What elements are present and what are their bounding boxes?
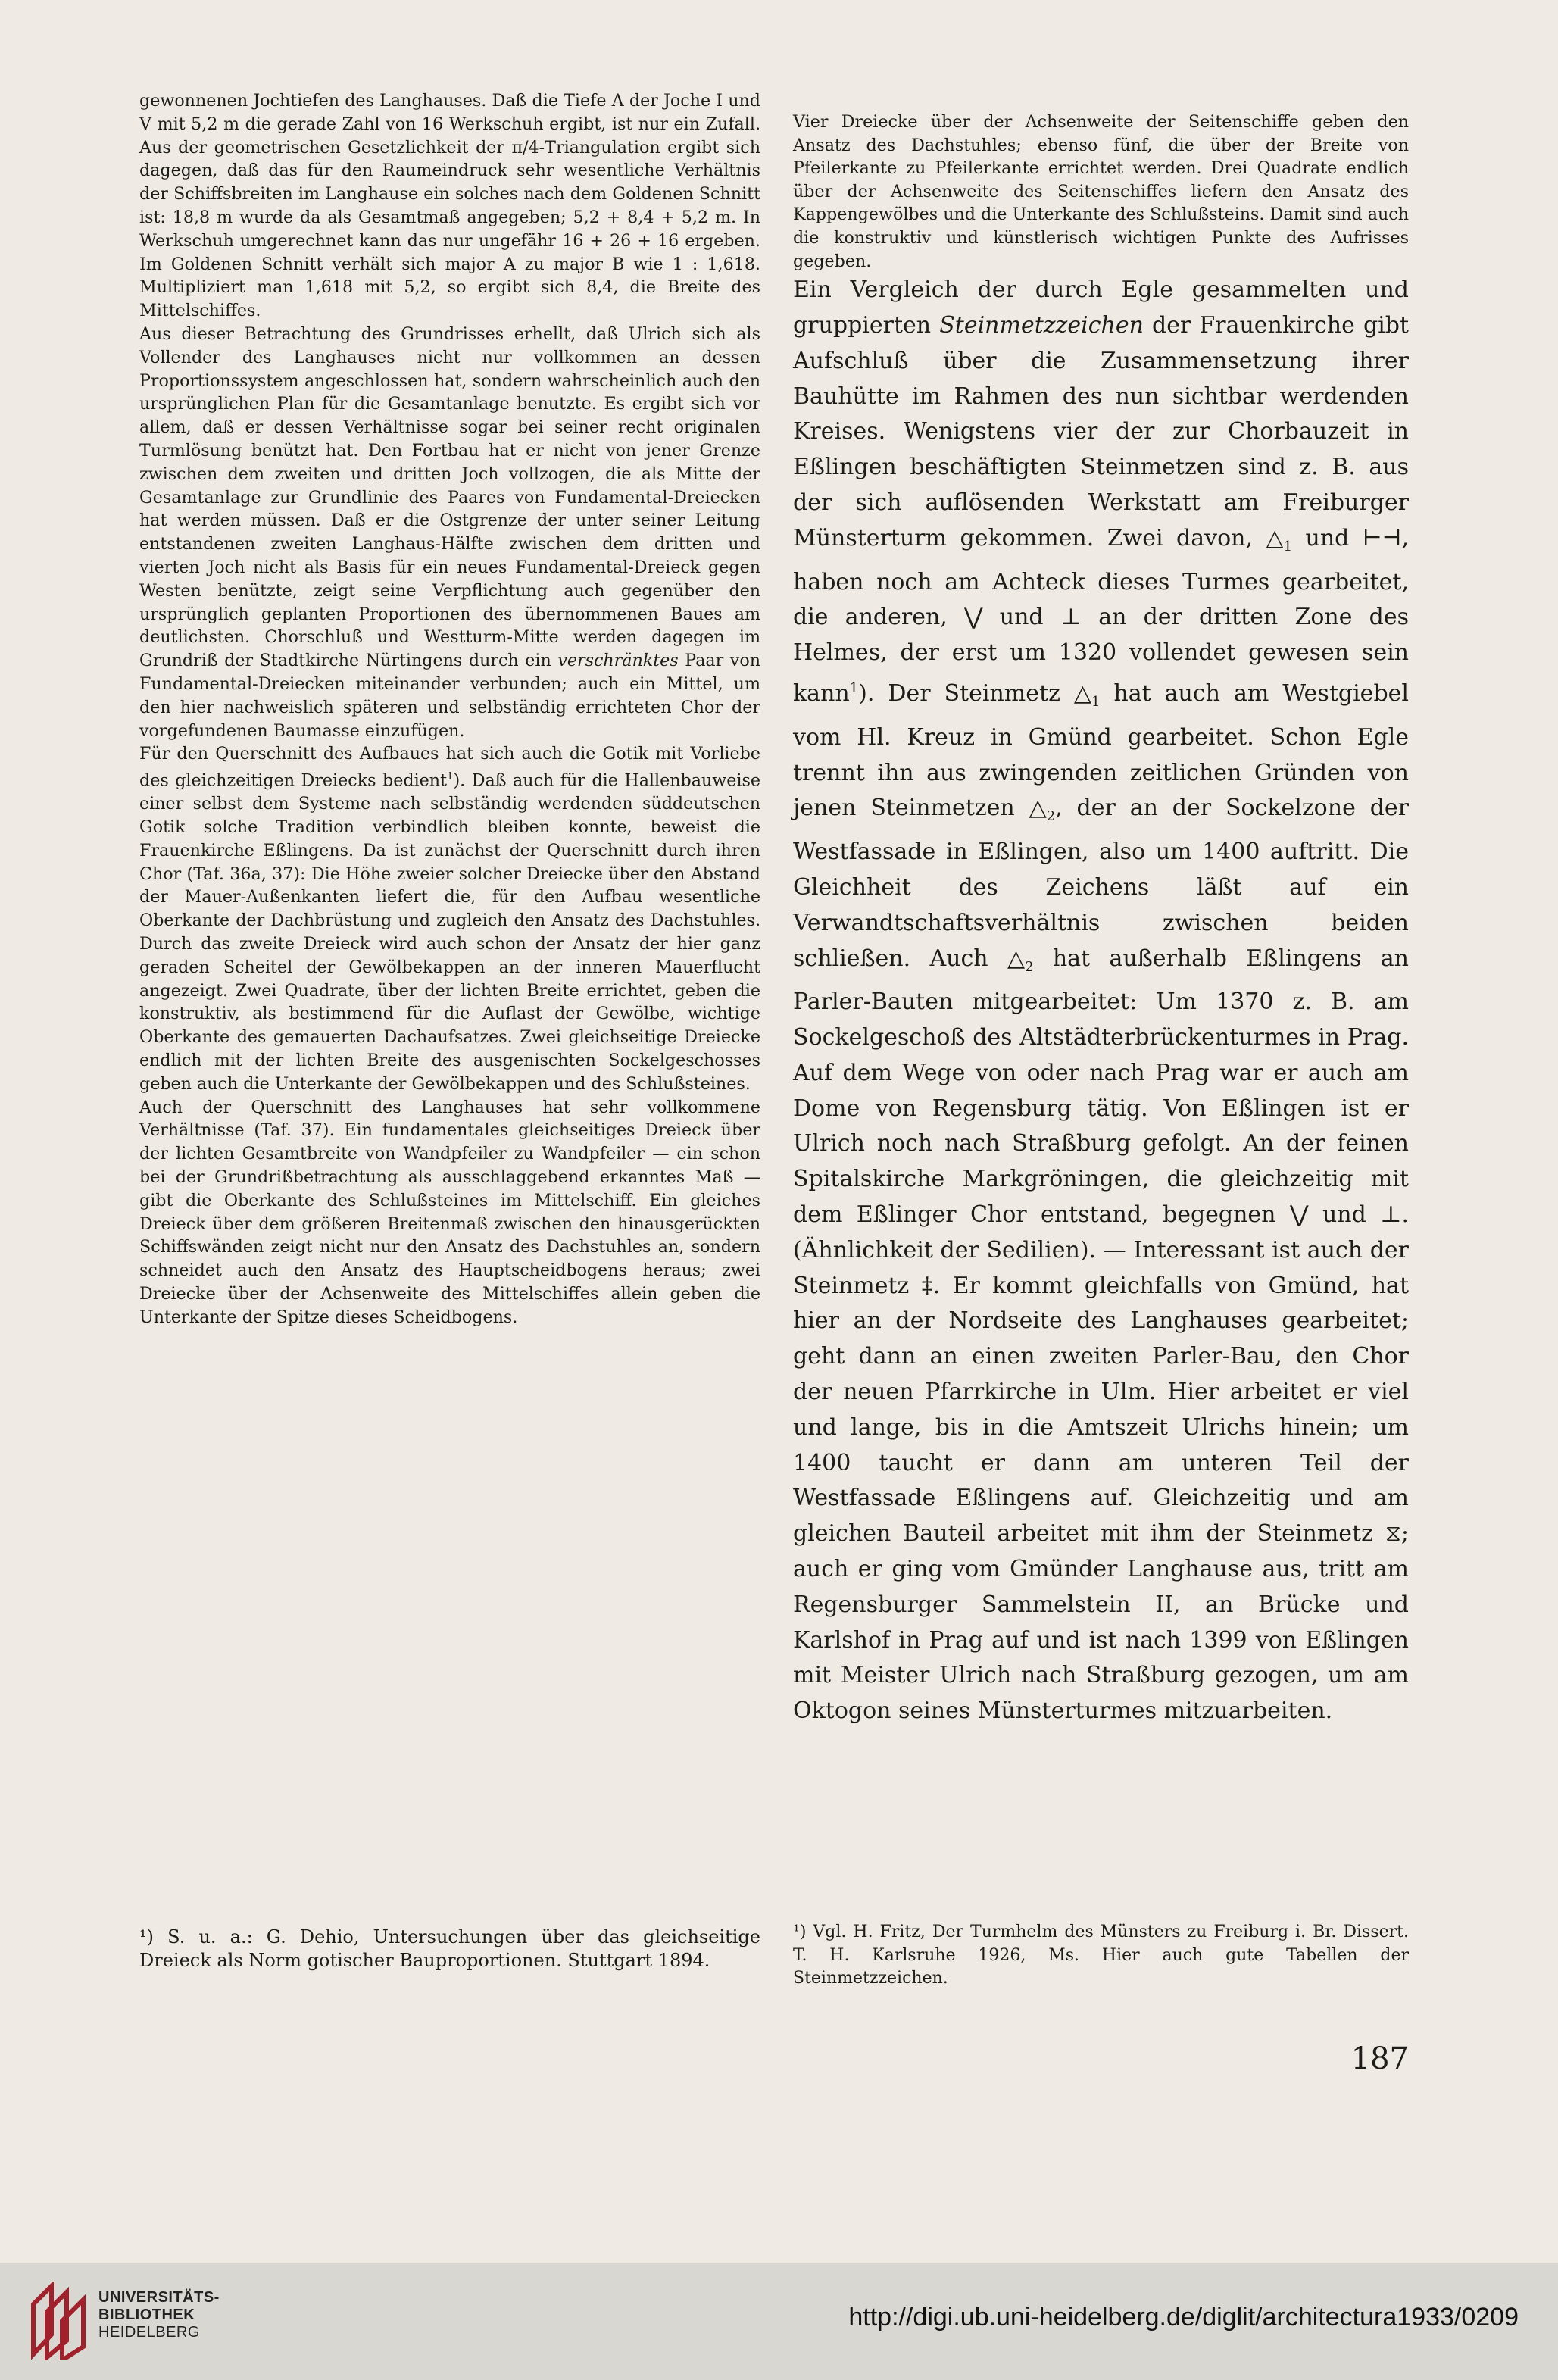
paragraph: gewonnenen Jochtiefen des Langhauses. Daß die Tiefe A der Joche I und V mit 5,2 m die gerade Zahl von 16 Werkschuh ergibt, ist nur ein Zufall. Aus der geometrischen Gesetzlichkeit der π/4-Triangulation ergibt sich dagegen, daß das für den Raumeindruck sehr wesentliche Verhältnis der Schiffsbreiten im Langhause ein solches nach dem Goldenen Schnitt ist: 18,8 m wurde da als Gesamtmaß angegeben; 5,2 + 8,4 + 5,2 m. In Werkschuh umgerechnet kann das nur ungefähr 16 + 26 + 16 ergeben. Im Goldenen Schnitt verhält sich major A zu major B wie 1 : 1,618. Multipliziert man 1,618 mit 5,2, so ergibt sich 8,4, die Breite des Mittelschiffes. — [139, 91, 760, 321]
mason-mark-icon: ⋁ — [1289, 1201, 1309, 1229]
mason-mark-icon: ⧖ — [1385, 1520, 1401, 1548]
footnote-ref: 1 — [849, 679, 859, 696]
paragraph: Aus dieser Betrachtung des Grundrisses erhellt, daß Ulrich sich als Vollender des Langhauses nicht nur vollkommen an dessen Proportionssystem angeschlossen hat, sondern wahrscheinlich auch den ursprünglichen Plan für die Gesamtanlage benutzte. Es ergibt sich vor allem, daß er dessen Verhältnisse sogar bei seiner recht originalen Turmlösung benützt hat. Den Fortbau hat er nicht von jener Grenze zwischen dem zweiten und dritten Joch vollzogen, die als Mitte der Gesamtanlage zur Grundlinie des Paares von Fundamental-Dreiecken hat werden müssen. Daß er die Ostgrenze der unter seiner Leitung entstandenen zweiten Langhaus-Hälfte zwischen dem dritten und vierten Joch nicht als Basis für ein neues Fundamental-Dreieck gegen Westen benützte, zeigt seine Verpflichtung auch gegenüber den ursprünglich geplanten Proportionen des übernommenen Baues am deutlichsten. Chorschluß und Westturm-Mitte werden dagegen im Grundriß der Stadtkirche Nürtingens durch ein verschränktes Paar von Fundamental-Dreiecken miteinander verbunden; auch ein Mittel, um den hier nachweislich späteren und selbständig errichteten Chor der vorgefundenen Baumasse einzufügen. — [139, 323, 760, 741]
paragraph: Auch der Querschnitt des Langhauses hat sehr vollkommene Verhältnisse (Taf. 37). Ein fundamentales gleichseitiges Dreieck über der lichten Gesamtbreite von Wandpfeiler zu Wandpfeiler — ein schon bei der Grundrißbetrachtung als ausschlaggebend erkanntes Maß — gibt die Oberkante des Schlußsteines im Mittelschiff. Ein gleiches Dreieck über dem größeren Breitenmaß zwischen den hinausgerückten Schiffswänden zeigt nicht nur den Ansatz des Dachstuhles an, sondern schneidet auch den Ansatz des Hauptscheidbogens heraus; zwei Dreiecke über der Achsenweite des Mittelschiffes allein geben die Unterkante der Spitze dieses Scheidbogens. — [139, 1097, 760, 1327]
paragraph: Für den Querschnitt des Aufbaues hat sich auch die Gotik mit Vorliebe des gleichzeitigen Dreiecks bedient$^1$). Daß auch für die Hallenbauweise einer selbst dem Systeme nach selbständig werdenden süddeutschen Gotik solche Tradition verbindlich bleiben konnte, beweist die Frauenkirche Eßlingens. Da ist zunächst der Querschnitt durch ihren Chor (Taf. 36a, 37): Die Höhe zweier solcher Dreiecke über den Abstand der Mauer-Außenkanten liefert die, für den Aufbau wesentliche Oberkante der Dachbrüstung und zugleich den Ansatz des Dachstuhles. Durch das zweite Dreieck wird auch schon der Ansatz der hier ganz geraden Scheitel der Gewölbekappen an der inneren Mauerflucht angezeigt. Zwei Quadrate, über der lichten Breite errichtet, geben die konstruktiv, als bestimmend für die Auflast der Gewölbe, wichtige Oberkante des gemauerten Dachaufsatzes. Zwei gleichseitige Dreiecke endlich mit der lichten Breite des ausgenischten Sockelgeschosses geben auch die Unterkante der Gewölbekappen und des Schlußsteines. — [139, 744, 760, 1094]
left-column — [139, 89, 760, 1329]
institution-name: UNIVERSITÄTS- BIBLIOTHEK HEIDELBERG — [98, 2289, 220, 2341]
mason-mark-icon: ‡ — [921, 1272, 933, 1299]
footnote-text: ¹) Vgl. H. Fritz, Der Turmhelm des Münsters zu Freiburg i. Br. Dissert. T. H. Karlsruhe 1926, Ms. Hier auch gute Tabellen der Steinmetzzeichen. — [793, 1922, 1409, 1988]
mason-mark-icon: ⊥ — [1380, 1201, 1402, 1229]
source-url — [848, 2303, 1519, 2332]
emphasis: verschränktes — [557, 651, 679, 671]
footnote-right — [793, 1921, 1409, 1991]
library-logo-icon — [29, 2282, 92, 2360]
mason-mark-icon: $\triangle_1$ — [1073, 679, 1101, 710]
footer-bar — [0, 2263, 1558, 2380]
footnote-left — [139, 1926, 760, 1972]
footnote-text: ¹) S. u. a.: G. Dehio, Untersuchungen über das gleichseitige Dreieck als Norm gotischer Bauproportionen. Stuttgart 1894. — [139, 1926, 760, 1971]
right-column — [793, 111, 1409, 1729]
mason-mark-icon: $\triangle_1$ — [1266, 524, 1293, 554]
mason-mark-icon: ⊥ — [1060, 604, 1082, 631]
footnote-ref: 1 — [447, 771, 454, 783]
source-link[interactable]: http://digi.ub.uni-heidelberg.de/diglit/architectura1933/0209 — [848, 2303, 1519, 2332]
paragraph: Vier Dreiecke über der Achsenweite der Seitenschiffe geben den Ansatz des Dachstuhles; ebenso fünf, die über der Breite von Pfeilerkante zu Pfeilerkante errichtet werden. Drei Quadrate endlich über der Achsenweite des Seitenschiffes liefern den Ansatz des Kappengewölbes und die Unterkante des Schlußsteins. Damit sind auch die konstruktiv und künstlerisch wichtigen Punkte des Aufrisses gegeben. — [793, 112, 1409, 271]
mason-mark-icon: ⊢⊣ — [1362, 524, 1402, 551]
paragraph: Ein Vergleich der durch Egle gesammelten und gruppierten Steinmetzzeichen der Frauenkirche gibt Aufschluß über die Zusammensetzung ihrer Bauhütte im Rahmen des nun sichtbar werdenden Kreises. Wenigstens vier der zur Chorbauzeit in Eßlingen beschäftigten Steinmetzen sind z. B. aus der sich auflösenden Werkstatt am Freiburger Münsterturm gekommen. Zwei davon, $\triangle_1$ und ⊢⊣, haben noch am Achteck dieses Turmes gearbeitet, die anderen, ⋁ und ⊥ an der dritten Zone des Helmes, der erst um 1320 vollendet gewesen sein kann$^1$). Der Steinmetz $\triangle_1$ hat auch am Westgiebel vom Hl. Kreuz in Gmünd gearbeitet. Schon Egle trennt ihn aus zwingenden zeitlichen Gründen von jenen Steinmetzen $\triangle_2$, der an der Sockelzone der Westfassade in Eßlingen, also um 1400 auftritt. Die Gleichheit des Zeichens läßt auf ein Verwandtschaftsverhältnis zwischen beiden schließen. Auch $\triangle_2$ hat außerhalb Eßlingens an Parler-Bauten mitgearbeitet: Um 1370 z. B. am Sockelgeschoß des Altstädterbrückenturmes in Prag. Auf dem Wege von oder nach Prag war er auch am Dome von Regensburg tätig. Von Eßlingen ist er Ulrich noch nach Straßburg gefolgt. An der feinen Spitalskirche Markgröningen, die gleichzeitig mit dem Eßlinger Chor entstand, begegnen ⋁ und ⊥. (Ähnlichkeit der Sedilien). — Interessant ist auch der Steinmetz ‡. Er kommt gleichfalls von Gmünd, hat hier an der Nordseite des Langhauses gearbeitet; geht dann an einen zweiten Parler-Bau, den Chor der neuen Pfarrkirche in Ulm. Hier arbeitet er viel und lange, bis in die Amtszeit Ulrichs hinein; um 1400 taucht er dann am unteren Teil der Westfassade Eßlingens auf. Gleichzeitig und am gleichen Bauteil arbeitet mit ihm der Steinmetz ⧖; auch er ging vom Gmünder Langhause aus, tritt am Regensburger Sammelstein II, an Brücke und Karlshof in Prag auf und ist nach 1399 von Eßlingen mit Meister Ulrich nach Straßburg gezogen, um am Oktogon seines Münsterturmes mitzuarbeiten. — [793, 276, 1410, 1725]
mason-mark-icon: $\triangle_2$ — [1029, 795, 1056, 825]
mason-mark-icon: $\triangle_2$ — [1007, 945, 1034, 975]
emphasis: Steinmetzzeichen — [939, 311, 1144, 339]
page-number: 187 — [1350, 2041, 1409, 2076]
mason-mark-icon: ⋁ — [964, 604, 983, 631]
